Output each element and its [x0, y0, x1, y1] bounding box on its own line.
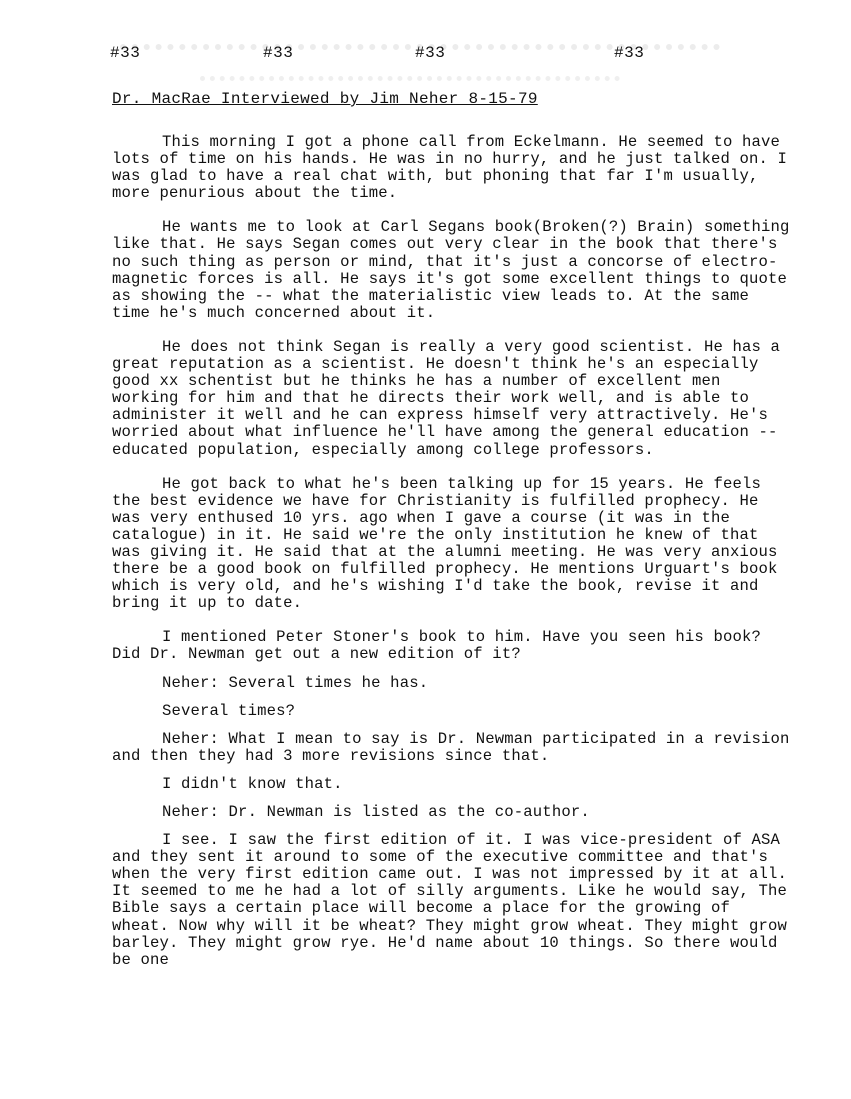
paragraph: I see. I saw the first edition of it. I was vice-president of ASA and they sent it around to some of the executive committee and that's when the very first edition came out. I was not impressed by it at all. It seemed to me he had a lot of silly arguments. Like he would say, The Bible says a certain place will become a place for the growing of wheat. Now why will it be wheat? They might grow wheat. They might grow barley. They might grow rye. He'd name about 10 things. So there would be one — [112, 831, 797, 969]
document-title: Dr. MacRae Interviewed by Jim Neher 8-15-79 — [112, 90, 538, 108]
page-mark: #33 — [415, 44, 446, 62]
bleed-through — [200, 66, 620, 81]
dialog-line: Neher: Several times he has. — [162, 673, 429, 692]
paragraph: This morning I got a phone call from Eckelmann. He seemed to have lots of time on his hands. He was in no hurry, and he just talked on. I was glad to have a real chat with, but phoning that far I'm usually, more penurious about the time. — [112, 133, 797, 203]
paragraph: I mentioned Peter Stoner's book to him. Have you seen his book? Did Dr. Newman get out a new edition of it? — [112, 628, 771, 664]
dialog-line: Neher: Dr. Newman is listed as the co-author. — [162, 803, 590, 821]
page-number-marks — [0, 44, 851, 68]
paragraph: He wants me to look at Carl Segans book(Broken(?) Brain) something like that. He says Segan comes out very clear in the book that there's no such thing as person or mind, that it's just a concorse of electro-magnetic forces is all. He says it's got some excellent things to quote as showing the -- what the materialistic view leads to. At the same time he's much concerned about it. — [112, 218, 800, 322]
dialog-line: Neher: What I mean to say is Dr. Newman participated in a revision and then they had 3 more revisions since that. — [112, 729, 800, 765]
document-body — [112, 133, 800, 986]
page-mark: #33 — [263, 44, 294, 62]
page-mark: #33 — [614, 44, 645, 62]
paragraph: He does not think Segan is really a very good scientist. He has a great reputation as a scientist. He doesn't think he's an especially good xx schentist but he thinks he has a number of excellent men working for him and that he directs their work well, and is able to administer it well and he can express himself very attractively. He's worried about what influence he'll have among the general education -- educated population, especially among college professors. — [112, 337, 790, 459]
page-mark: #33 — [110, 44, 141, 62]
dialog-line: Several times? — [162, 701, 296, 720]
dialog-line: I didn't know that. — [162, 774, 343, 793]
paragraph: He got back to what he's been talking up for 15 years. He feels the best evidence we have for Christianity is fulfilled prophecy. He was very enthused 10 yrs. ago when I gave a course (it was in the catalogue) in it. He said we're the only institution he knew of that was giving it. He said that at the alumni meeting. He was very anxious there be a good book on fulfilled prophecy. He mentions Urguart's book which is very old, and he's wishing I'd take the book, revise it and bring it up to date. — [112, 474, 788, 613]
